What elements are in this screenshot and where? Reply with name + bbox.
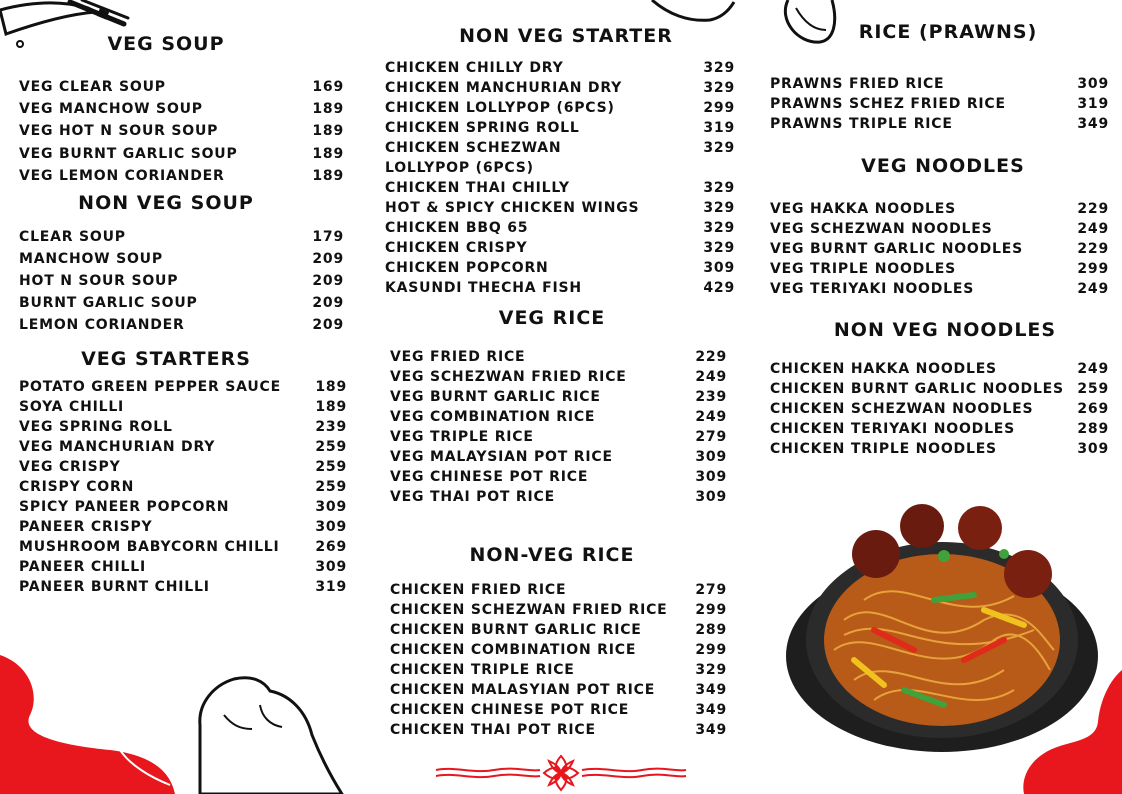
menu-item: [19, 76, 344, 98]
menu-list-veg-soup: [19, 76, 344, 187]
item-price: 289: [1077, 421, 1109, 437]
item-price: 329: [703, 60, 735, 76]
menu-item: [770, 219, 1109, 239]
menu-item: [390, 347, 727, 367]
item-price: 249: [1077, 221, 1109, 237]
item-name: VEG TERIYAKI NOODLES: [770, 281, 975, 297]
item-name: LEMON CORIANDER: [19, 317, 185, 333]
item-price: 249: [695, 409, 727, 425]
menu-item: [390, 367, 727, 387]
item-price: 249: [695, 369, 727, 385]
item-name: CHICKEN MANCHURIAN DRY: [385, 80, 623, 96]
item-name: VEG THAI POT RICE: [390, 489, 555, 505]
item-name: CHICKEN SCHEZWAN NOODLES: [770, 401, 1034, 417]
item-name: VEG HAKKA NOODLES: [770, 201, 957, 217]
item-price: 189: [315, 379, 347, 395]
item-name: VEG TRIPLE NOODLES: [770, 261, 957, 277]
item-name: CHICKEN SCHEZWAN FRIED RICE: [390, 602, 668, 618]
item-name: VEG COMBINATION RICE: [390, 409, 596, 425]
menu-item: [19, 397, 347, 417]
menu-item: [385, 98, 735, 118]
item-name: VEG SCHEZWAN FRIED RICE: [390, 369, 627, 385]
section-title-veg-soup: VEG SOUP: [107, 33, 225, 55]
item-price: 189: [312, 123, 344, 140]
item-price: 329: [703, 240, 735, 256]
item-price: 309: [695, 449, 727, 465]
menu-item: [385, 118, 735, 138]
item-price: 319: [315, 579, 347, 595]
menu-item: [770, 419, 1109, 439]
item-name: LOLLYPOP (6PCS): [385, 160, 534, 176]
item-price: 259: [315, 439, 347, 455]
item-price: 209: [312, 317, 344, 333]
item-price: 259: [315, 479, 347, 495]
item-price: 169: [312, 79, 344, 96]
item-name: PANEER BURNT CHILLI: [19, 579, 210, 595]
item-name: VEG BURNT GARLIC RICE: [390, 389, 601, 405]
item-price: 259: [1077, 381, 1109, 397]
menu-item: [770, 114, 1109, 134]
menu-item: [19, 120, 344, 142]
item-name: CHICKEN TRIPLE RICE: [390, 662, 575, 678]
item-name: HOT N SOUR SOUP: [19, 273, 179, 289]
item-price: 229: [1077, 201, 1109, 217]
item-name: VEG CRISPY: [19, 459, 121, 475]
menu-list-non-veg-rice: [390, 580, 727, 740]
menu-item: [385, 58, 735, 78]
item-name: PANEER CRISPY: [19, 519, 153, 535]
item-price: 209: [312, 273, 344, 289]
item-name: VEG MANCHURIAN DRY: [19, 439, 216, 455]
item-price: 329: [703, 180, 735, 196]
section-title-non-veg-noodles: NON VEG NOODLES: [833, 319, 1057, 341]
menu-item: [770, 94, 1109, 114]
menu-item: [19, 377, 347, 397]
menu-item: [19, 557, 347, 577]
menu-item: [19, 292, 344, 314]
menu-item: [385, 198, 735, 218]
menu-item: [770, 379, 1109, 399]
menu-item: [19, 477, 347, 497]
item-price: 309: [1077, 441, 1109, 457]
item-name: PANEER CHILLI: [19, 559, 146, 575]
menu-item: [19, 457, 347, 477]
menu-item: [19, 537, 347, 557]
item-name: CHICKEN FRIED RICE: [390, 582, 567, 598]
item-price: 299: [703, 100, 735, 116]
menu-item: [385, 158, 735, 178]
menu-item: [19, 226, 344, 248]
item-price: 349: [695, 722, 727, 738]
item-name: CLEAR SOUP: [19, 229, 126, 245]
item-price: 309: [315, 499, 347, 515]
menu-item: [390, 387, 727, 407]
menu-item: [390, 447, 727, 467]
item-price: 309: [315, 519, 347, 535]
menu-item: [19, 497, 347, 517]
menu-item: [770, 74, 1109, 94]
item-price: 189: [315, 399, 347, 415]
item-price: 269: [1077, 401, 1109, 417]
item-name: SOYA CHILLI: [19, 399, 125, 415]
item-price: 299: [695, 642, 727, 658]
section-title-non-veg-soup: NON VEG SOUP: [78, 192, 254, 214]
red-splash-bottom-left: [0, 655, 345, 794]
item-name: PRAWNS FRIED RICE: [770, 76, 945, 92]
item-price: 229: [1077, 241, 1109, 257]
item-name: CHICKEN HAKKA NOODLES: [770, 361, 997, 377]
item-name: BURNT GARLIC SOUP: [19, 295, 198, 311]
item-price: 329: [703, 200, 735, 216]
menu-item: [390, 600, 727, 620]
item-name: MUSHROOM BABYCORN CHILLI: [19, 539, 280, 555]
menu-item: [390, 700, 727, 720]
item-price: 309: [703, 260, 735, 276]
item-price: 309: [695, 489, 727, 505]
menu-item: [770, 399, 1109, 419]
item-price: 269: [315, 539, 347, 555]
menu-item: [19, 143, 344, 165]
item-name: CHICKEN SCHEZWAN: [385, 140, 562, 156]
menu-item: [770, 199, 1109, 219]
menu-item: [385, 238, 735, 258]
item-name: CHICKEN TRIPLE NOODLES: [770, 441, 997, 457]
item-name: CHICKEN MALASYIAN POT RICE: [390, 682, 656, 698]
menu-item: [385, 278, 735, 298]
item-name: VEG TRIPLE RICE: [390, 429, 534, 445]
menu-item: [19, 248, 344, 270]
menu-item: [770, 439, 1109, 459]
item-price: 239: [695, 389, 727, 405]
section-title-veg-noodles: VEG NOODLES: [861, 155, 1025, 177]
menu-item: [19, 417, 347, 437]
item-price: 189: [312, 101, 344, 118]
item-name: CHICKEN CHILLY DRY: [385, 60, 564, 76]
item-price: 209: [312, 295, 344, 311]
item-name: KASUNDI THECHA FISH: [385, 280, 582, 296]
menu-item: [770, 239, 1109, 259]
item-price: 319: [703, 120, 735, 136]
menu-item: [385, 218, 735, 238]
item-name: VEG SPRING ROLL: [19, 419, 173, 435]
section-title-rice-prawns: RICE (PRAWNS): [858, 21, 1038, 43]
item-name: CHICKEN COMBINATION RICE: [390, 642, 637, 658]
item-price: 349: [1077, 116, 1109, 132]
section-title-veg-rice: VEG RICE: [498, 307, 606, 329]
item-name: CHICKEN POPCORN: [385, 260, 549, 276]
item-name: CHICKEN LOLLYPOP (6PCS): [385, 100, 615, 116]
menu-item: [385, 78, 735, 98]
item-name: VEG SCHEZWAN NOODLES: [770, 221, 993, 237]
menu-item: [770, 359, 1109, 379]
item-name: CHICKEN SPRING ROLL: [385, 120, 580, 136]
item-name: CHICKEN CRISPY: [385, 240, 528, 256]
menu-item: [390, 467, 727, 487]
item-name: VEG BURNT GARLIC SOUP: [19, 145, 238, 162]
item-price: 329: [703, 140, 735, 156]
menu-list-non-veg-starter: [385, 58, 735, 298]
menu-item: [770, 259, 1109, 279]
menu-item: [390, 580, 727, 600]
item-name: POTATO GREEN PEPPER SAUCE: [19, 379, 281, 395]
item-name: VEG FRIED RICE: [390, 349, 526, 365]
item-name: CHICKEN THAI POT RICE: [390, 722, 596, 738]
menu-item: [390, 427, 727, 447]
menu-item: [385, 258, 735, 278]
item-price: 179: [312, 229, 344, 245]
menu-item: [19, 577, 347, 597]
item-name: VEG MALAYSIAN POT RICE: [390, 449, 613, 465]
item-price: 209: [312, 251, 344, 267]
item-name: VEG BURNT GARLIC NOODLES: [770, 241, 1024, 257]
item-name: VEG LEMON CORIANDER: [19, 167, 225, 184]
menu-list-rice-prawns: [770, 74, 1109, 134]
noodle-bowl-image: [784, 500, 1100, 756]
item-name: VEG HOT N SOUR SOUP: [19, 123, 219, 140]
menu-item: [390, 487, 727, 507]
item-name: CHICKEN THAI CHILLY: [385, 180, 570, 196]
menu-item: [19, 270, 344, 292]
section-title-non-veg-starter: NON VEG STARTER: [459, 25, 673, 47]
menu-item: [390, 680, 727, 700]
item-price: 239: [315, 419, 347, 435]
item-name: PRAWNS SCHEZ FRIED RICE: [770, 96, 1006, 112]
menu-item: [19, 98, 344, 120]
menu-item: [390, 640, 727, 660]
item-price: 189: [312, 167, 344, 184]
item-name: VEG CLEAR SOUP: [19, 79, 166, 96]
item-name: HOT & SPICY CHICKEN WINGS: [385, 200, 640, 216]
item-price: 309: [695, 469, 727, 485]
item-price: 299: [1077, 261, 1109, 277]
item-price: 319: [1077, 96, 1109, 112]
menu-list-non-veg-noodles: [770, 359, 1109, 459]
item-name: CHICKEN BURNT GARLIC RICE: [390, 622, 642, 638]
menu-list-veg-starters: [19, 377, 347, 597]
section-title-veg-starters: VEG STARTERS: [81, 348, 251, 370]
item-name: MANCHOW SOUP: [19, 251, 163, 267]
item-price: 279: [695, 429, 727, 445]
item-price: 309: [315, 559, 347, 575]
item-price: 329: [695, 662, 727, 678]
item-price: 289: [695, 622, 727, 638]
menu-list-veg-rice: [390, 347, 727, 507]
menu-item: [385, 138, 735, 158]
item-price: 249: [1077, 361, 1109, 377]
item-name: SPICY PANEER POPCORN: [19, 499, 230, 515]
item-price: 329: [703, 80, 735, 96]
section-title-non-veg-rice: NON-VEG RICE: [469, 544, 635, 566]
item-name: VEG CHINESE POT RICE: [390, 469, 589, 485]
item-name: CHICKEN CHINESE POT RICE: [390, 702, 630, 718]
menu-item: [19, 437, 347, 457]
item-price: 429: [703, 280, 735, 296]
menu-item: [19, 314, 344, 336]
menu-list-veg-noodles: [770, 199, 1109, 299]
item-name: CRISPY CORN: [19, 479, 135, 495]
item-name: CHICKEN TERIYAKI NOODLES: [770, 421, 1016, 437]
menu-item: [390, 407, 727, 427]
item-name: CHICKEN BBQ 65: [385, 220, 529, 236]
item-price: 279: [695, 582, 727, 598]
menu-item: [390, 660, 727, 680]
menu-item: [19, 517, 347, 537]
item-price: 259: [315, 459, 347, 475]
flower-divider-icon: [434, 754, 688, 794]
item-price: 249: [1077, 281, 1109, 297]
item-price: 189: [312, 145, 344, 162]
item-price: 349: [695, 682, 727, 698]
menu-item: [390, 720, 727, 740]
menu-item: [390, 620, 727, 640]
menu-item: [385, 178, 735, 198]
item-price: 309: [1077, 76, 1109, 92]
item-price: 229: [695, 349, 727, 365]
item-price: 349: [695, 702, 727, 718]
item-price: 329: [703, 220, 735, 236]
menu-item: [19, 165, 344, 187]
item-price: 299: [695, 602, 727, 618]
item-name: VEG MANCHOW SOUP: [19, 101, 203, 118]
item-name: CHICKEN BURNT GARLIC NOODLES: [770, 381, 1064, 397]
item-name: PRAWNS TRIPLE RICE: [770, 116, 953, 132]
menu-item: [770, 279, 1109, 299]
menu-list-non-veg-soup: [19, 226, 344, 336]
